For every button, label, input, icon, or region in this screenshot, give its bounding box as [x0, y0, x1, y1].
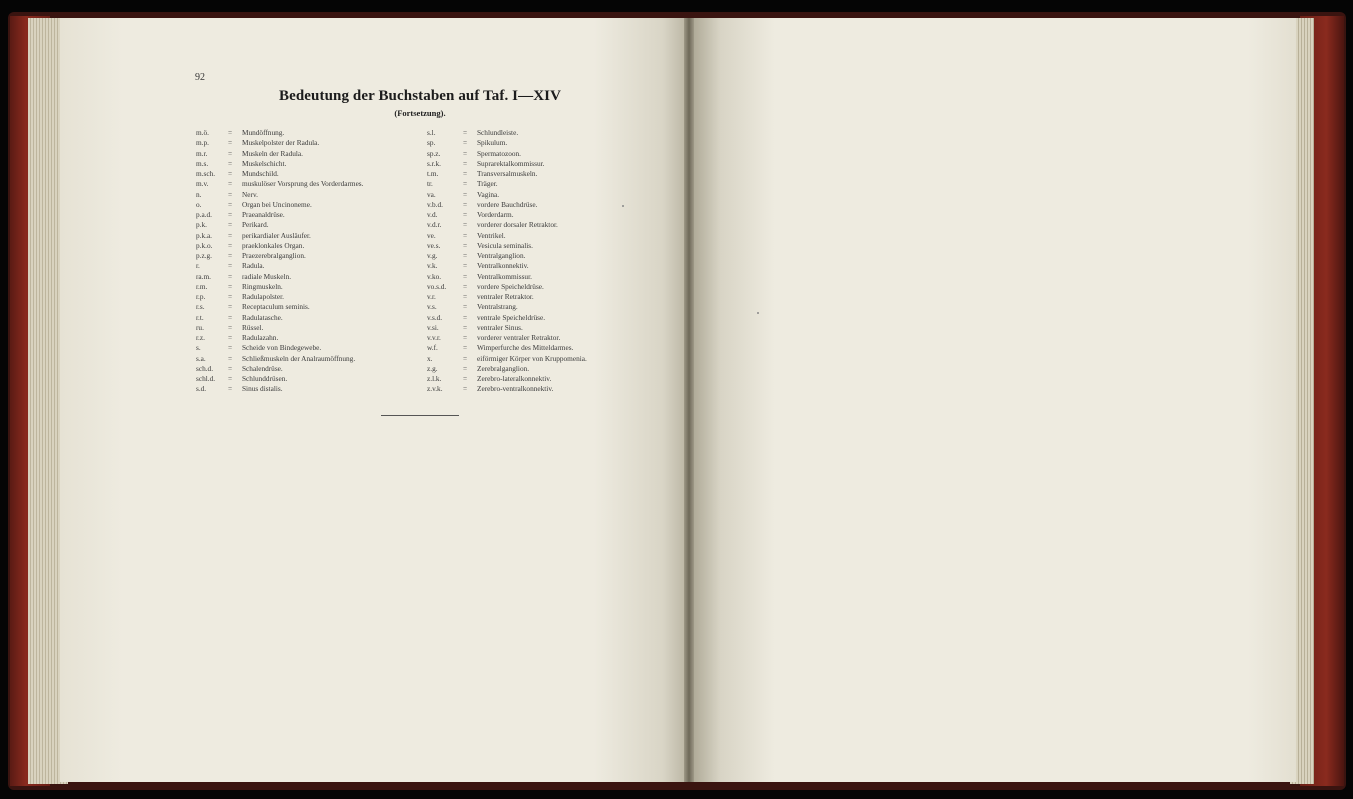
abbreviation-term: m.v. — [196, 179, 209, 189]
abbreviation-definition: Schlunddrüsen. — [242, 374, 288, 383]
abbreviation-term: r.p. — [196, 292, 206, 301]
abbreviation-row — [427, 210, 627, 220]
abbreviation-term: v.s.d. — [427, 312, 443, 322]
paper-speck — [757, 312, 759, 314]
abbreviation-term: s.a. — [196, 353, 206, 363]
equals-sign: = — [228, 220, 233, 230]
equals-sign: = — [463, 240, 468, 250]
abbreviation-term: v.k. — [427, 261, 438, 271]
equals-sign: = — [463, 281, 468, 291]
equals-sign: = — [463, 333, 468, 342]
equals-sign: = — [463, 302, 468, 312]
abbreviation-term: z.v.k. — [427, 384, 443, 394]
abbreviation-definition: Praezerebralganglion. — [242, 251, 306, 260]
abbreviation-definition: Spikulum. — [477, 138, 508, 148]
abbreviation-row — [427, 261, 627, 271]
abbreviation-row — [427, 220, 627, 230]
abbreviation-definition: Ringmuskeln. — [242, 281, 283, 291]
equals-sign: = — [228, 158, 233, 168]
abbreviation-definition: Transversalmuskeln. — [477, 169, 538, 178]
abbreviation-definition: Nerv. — [242, 189, 258, 199]
abbreviation-definition: ventrale Speicheldrüse. — [477, 312, 546, 322]
abbreviation-definition: Radulatasche. — [242, 312, 283, 322]
equals-sign: = — [228, 384, 233, 394]
equals-sign: = — [463, 271, 468, 281]
equals-sign: = — [463, 384, 468, 394]
abbreviation-term: n. — [196, 189, 202, 199]
abbreviation-term: v.g. — [427, 251, 438, 260]
abbreviation-definition: Perikard. — [242, 220, 269, 230]
abbreviation-row — [427, 282, 627, 292]
abbreviation-term: s.d. — [196, 384, 207, 394]
abbreviation-term: schl.d. — [196, 374, 216, 383]
abbreviation-term: v.r. — [427, 292, 436, 301]
equals-sign: = — [228, 261, 233, 271]
abbreviation-definition: praeklonkales Organ. — [242, 240, 305, 250]
abbreviation-row — [196, 241, 426, 251]
equals-sign: = — [463, 158, 468, 168]
abbreviation-definition: Muskeln der Radula. — [242, 148, 303, 158]
abbreviation-term: p.k. — [196, 220, 207, 230]
abbreviation-row — [427, 179, 627, 189]
abbreviation-term: tr. — [427, 179, 433, 189]
page-number: 92 — [195, 72, 205, 83]
abbreviation-term: p.k.o. — [196, 240, 213, 250]
equals-sign: = — [228, 189, 233, 199]
abbreviation-term: s.r.k. — [427, 158, 441, 168]
abbreviation-row — [427, 241, 627, 251]
abbreviation-term: t.m. — [427, 169, 439, 178]
abbreviation-row — [427, 302, 627, 312]
abbreviation-term: vo.s.d. — [427, 281, 447, 291]
abbreviation-term: m.r. — [196, 148, 208, 158]
equals-sign: = — [228, 312, 233, 322]
abbreviation-row — [427, 292, 627, 302]
abbreviation-row — [427, 313, 627, 323]
abbreviation-definition: Mundschild. — [242, 169, 279, 178]
abbreviation-term: s.l. — [427, 128, 436, 137]
abbreviation-row — [427, 149, 627, 159]
abbreviation-term: z.g. — [427, 363, 438, 373]
abbreviation-definition: vorderer dorsaler Retraktor. — [477, 220, 558, 230]
abbreviation-definition: Vorderdarm. — [477, 210, 514, 219]
abbreviation-row — [196, 149, 426, 159]
abbreviation-term: sp. — [427, 138, 436, 148]
abbreviation-row — [196, 179, 426, 189]
abbreviation-row — [427, 343, 627, 353]
abbreviation-definition: Vagina. — [477, 189, 500, 199]
abbreviation-term: m.s. — [196, 158, 209, 168]
abbreviation-definition: Träger. — [477, 179, 498, 189]
abbreviation-row — [196, 302, 426, 312]
abbreviation-row — [427, 159, 627, 169]
abbreviation-row — [427, 272, 627, 282]
abbreviation-row — [196, 190, 426, 200]
equals-sign: = — [463, 322, 468, 332]
abbreviation-term: m.sch. — [196, 169, 216, 178]
equals-sign: = — [463, 138, 468, 148]
abbreviation-definition: Zerebro-ventralkonnektiv. — [477, 384, 554, 394]
equals-sign: = — [228, 199, 233, 209]
abbreviation-row — [196, 220, 426, 230]
abbreviation-row — [196, 333, 426, 343]
equals-sign: = — [228, 148, 233, 158]
equals-sign: = — [228, 353, 233, 363]
abbreviation-row — [196, 169, 426, 179]
abbreviation-term: r.s. — [196, 302, 205, 312]
page-subtitle: (Fortsetzung). — [394, 108, 446, 118]
abbreviation-term: r.z. — [196, 333, 205, 342]
abbreviation-row — [427, 128, 627, 138]
abbreviation-term: ve. — [427, 230, 436, 240]
abbreviation-term: r. — [196, 261, 200, 271]
abbreviation-definition: Ventralkonnektiv. — [477, 261, 529, 271]
equals-sign: = — [463, 128, 468, 137]
abbreviation-term: o. — [196, 199, 202, 209]
abbreviation-row — [196, 231, 426, 241]
abbreviation-term: v.si. — [427, 322, 439, 332]
equals-sign: = — [228, 179, 233, 189]
abbreviation-term: ru. — [196, 322, 204, 332]
abbreviation-row — [427, 251, 627, 261]
abbreviation-definition: radiale Muskeln. — [242, 271, 292, 281]
equals-sign: = — [228, 281, 233, 291]
abbreviation-definition: Radulazahn. — [242, 333, 279, 342]
equals-sign: = — [463, 179, 468, 189]
abbreviation-term: v.d. — [427, 210, 438, 219]
equals-sign: = — [463, 210, 468, 219]
equals-sign: = — [463, 343, 468, 353]
abbreviation-term: p.z.g. — [196, 251, 213, 260]
abbreviation-row — [427, 384, 627, 394]
abbreviation-row — [427, 333, 627, 343]
abbreviation-row — [427, 231, 627, 241]
equals-sign: = — [463, 261, 468, 271]
abbreviation-row — [196, 159, 426, 169]
abbreviation-row — [196, 138, 426, 148]
equals-sign: = — [228, 251, 233, 260]
abbreviation-term: p.k.a. — [196, 230, 213, 240]
abbreviation-definition: vordere Speicheldrüse. — [477, 281, 544, 291]
abbreviation-definition: Wimperfurche des Mitteldarmes. — [477, 343, 574, 353]
abbreviation-definition: Spermatozoon. — [477, 148, 521, 158]
equals-sign: = — [228, 343, 233, 353]
equals-sign: = — [228, 210, 233, 219]
abbreviation-definition: Rüssel. — [242, 322, 264, 332]
abbreviation-definition: vordere Bauchdrüse. — [477, 199, 538, 209]
abbreviation-row — [196, 292, 426, 302]
abbreviation-term: v.b.d. — [427, 199, 443, 209]
abbreviation-definition: ventraler Sinus. — [477, 322, 523, 332]
abbreviation-term: r.m. — [196, 281, 208, 291]
abbreviation-definition: Ventrikel. — [477, 230, 506, 240]
equals-sign: = — [463, 220, 468, 230]
abbreviation-definition: Radula. — [242, 261, 265, 271]
equals-sign: = — [228, 240, 233, 250]
abbreviation-term: m.p. — [196, 138, 209, 148]
page-title: Bedeutung der Buchstaben auf Taf. I—XIV — [278, 88, 562, 104]
abbreviation-row — [196, 200, 426, 210]
abbreviation-term: sp.z. — [427, 148, 441, 158]
abbreviation-definition: Radulapolster. — [242, 292, 284, 301]
abbreviation-row — [196, 384, 426, 394]
abbreviation-definition: vorderer ventraler Retraktor. — [477, 333, 561, 342]
abbreviation-definition: ventraler Retraktor. — [477, 292, 534, 301]
equals-sign: = — [228, 322, 233, 332]
abbreviation-term: r.t. — [196, 312, 204, 322]
equals-sign: = — [463, 353, 468, 363]
abbreviation-term: x. — [427, 353, 433, 363]
equals-sign: = — [463, 230, 468, 240]
abbreviation-row — [196, 323, 426, 333]
equals-sign: = — [463, 312, 468, 322]
abbreviation-row — [196, 251, 426, 261]
abbreviation-row — [196, 261, 426, 271]
abbreviation-definition: Organ bei Uncinoneme. — [242, 199, 312, 209]
abbreviation-term: va. — [427, 189, 436, 199]
abbreviation-definition: muskulöser Vorsprung des Vorderdarmes. — [242, 179, 364, 189]
abbreviation-list-right — [427, 128, 627, 395]
abbreviation-term: v.s. — [427, 302, 437, 312]
abbreviation-definition: Sinus distalis. — [242, 384, 283, 394]
paper-speck — [622, 205, 624, 207]
equals-sign: = — [228, 271, 233, 281]
abbreviation-row — [196, 354, 426, 364]
equals-sign: = — [228, 128, 233, 137]
abbreviation-term: ra.m. — [196, 271, 211, 281]
abbreviation-row — [427, 374, 627, 384]
abbreviation-row — [427, 364, 627, 374]
abbreviation-row — [196, 364, 426, 374]
equals-sign: = — [228, 333, 233, 342]
abbreviation-definition: Suprarektalkommissur. — [477, 158, 545, 168]
abbreviation-definition: Ventralstrang. — [477, 302, 518, 312]
abbreviation-definition: Ventralganglion. — [477, 251, 526, 260]
abbreviation-definition: perikardialer Ausläufer. — [242, 230, 311, 240]
abbreviation-definition: Scheide von Bindegewebe. — [242, 343, 322, 353]
abbreviation-term: v.ko. — [427, 271, 442, 281]
abbreviation-term: v.d.r. — [427, 220, 442, 230]
equals-sign: = — [463, 148, 468, 158]
abbreviation-definition: Zerebro-lateralkonnektiv. — [477, 374, 552, 383]
equals-sign: = — [228, 292, 233, 301]
abbreviation-definition: Zerebralganglion. — [477, 363, 530, 373]
equals-sign: = — [228, 302, 233, 312]
abbreviation-term: sch.d. — [196, 363, 214, 373]
abbreviation-definition: Mundöffnung. — [242, 128, 285, 137]
abbreviation-term: w.f. — [427, 343, 438, 353]
equals-sign: = — [228, 374, 233, 383]
abbreviation-term: ve.s. — [427, 240, 441, 250]
equals-sign: = — [463, 374, 468, 383]
abbreviation-row — [196, 282, 426, 292]
equals-sign: = — [463, 189, 468, 199]
abbreviation-definition: Vesicula seminalis. — [477, 240, 533, 250]
abbreviation-definition: Schlundleiste. — [477, 128, 519, 137]
abbreviation-term: s. — [196, 343, 201, 353]
abbreviation-term: v.v.r. — [427, 333, 441, 342]
book-gutter — [684, 18, 694, 782]
abbreviation-term: p.a.d. — [196, 210, 213, 219]
abbreviation-row — [196, 128, 426, 138]
equals-sign: = — [463, 251, 468, 260]
equals-sign: = — [463, 363, 468, 373]
equals-sign: = — [228, 138, 233, 148]
abbreviation-definition: Muskelschicht. — [242, 158, 287, 168]
equals-sign: = — [228, 169, 233, 178]
abbreviation-term: m.ö. — [196, 128, 209, 137]
abbreviation-row — [427, 200, 627, 210]
end-rule — [381, 415, 459, 416]
abbreviation-row — [427, 323, 627, 333]
abbreviation-definition: Schalendrüse. — [242, 363, 283, 373]
equals-sign: = — [228, 230, 233, 240]
abbreviation-definition: Receptaculum seminis. — [242, 302, 310, 312]
equals-sign: = — [228, 363, 233, 373]
abbreviation-row — [427, 138, 627, 148]
abbreviation-definition: eiförmiger Körper von Kruppomenia. — [477, 353, 587, 363]
equals-sign: = — [463, 292, 468, 301]
abbreviation-row — [196, 272, 426, 282]
abbreviation-row — [196, 374, 426, 384]
abbreviation-row — [427, 354, 627, 364]
abbreviation-definition: Schließmuskeln der Analraumöffnung. — [242, 353, 356, 363]
abbreviation-term: z.l.k. — [427, 374, 442, 383]
abbreviation-definition: Muskelpolster der Radula. — [242, 138, 320, 148]
abbreviation-row — [196, 343, 426, 353]
abbreviation-list-left — [196, 128, 426, 395]
abbreviation-row — [196, 313, 426, 323]
abbreviation-row — [427, 190, 627, 200]
abbreviation-definition: Praeanaldrüse. — [242, 210, 285, 219]
abbreviation-definition: Ventralkommissur. — [477, 271, 532, 281]
equals-sign: = — [463, 169, 468, 178]
abbreviation-row — [427, 169, 627, 179]
right-page — [690, 18, 1296, 782]
equals-sign: = — [463, 199, 468, 209]
abbreviation-row — [196, 210, 426, 220]
